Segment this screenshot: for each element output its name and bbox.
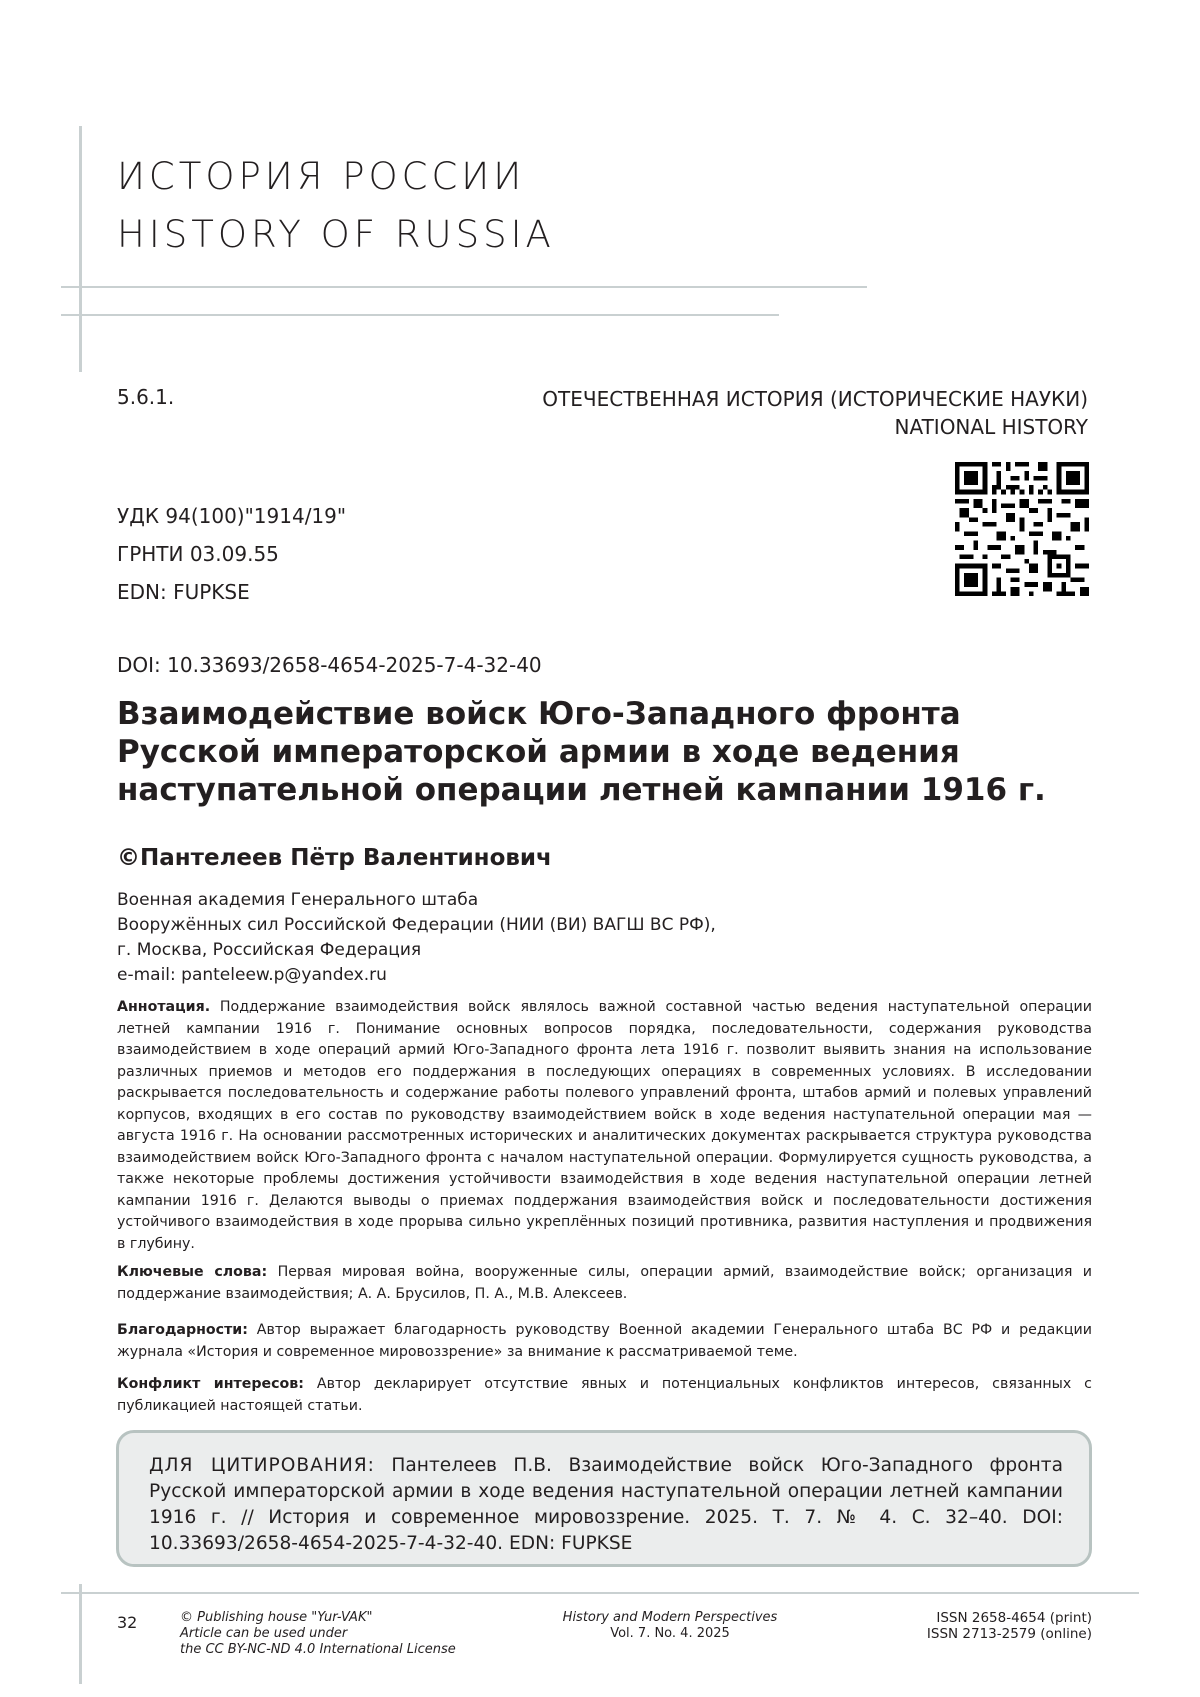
conflict-label: Конфликт интересов:	[117, 1376, 304, 1392]
abstract-text: Поддержание взаимодействия войск являлось важной составной частью ведения наступательной операции летней кампании 1916 г. Понимание основных вопросов порядка, последовательности, содержания руководства взаимодействием в ходе операций армий Юго-Западного фронта лета 1916 г. позволит выявить знания на использование различных приемов и методов его поддержания в последующих операциях в современных условиях. В исследовании раскрывается последовательность и содержание работы полевого управлений фронта, штабов армий и полевых управлений корпусов, входящих в его состав по руководству взаимодействием войск в ходе ведения наступательной операции мая — августа 1916 г. На основании рассмотренных исторических и аналитических документах раскрывается структура руководства взаимодействием войск Юго-Западного фронта с началом наступательной операции. Формулируется сущность руководства, а также некоторые проблемы достижения устойчивости взаимодействия в ходе ведения наступательной операции летней кампании 1916 г. Делаются выводы о приемах поддержания взаимодействия войск и последовательности достижения устойчивого взаимодействия в ходе прорыва сильно укреплённых позиций противника, развития наступления и продвижения в глубину.	[117, 999, 1092, 1252]
specialty-code: 5.6.1.	[117, 385, 175, 409]
abstract	[117, 997, 1092, 1255]
keywords	[117, 1262, 1092, 1305]
journal-issue: Vol. 7. No. 4. 2025	[610, 1626, 730, 1641]
publisher-info	[180, 1610, 456, 1658]
acknowledgements-text: Автор выражает благодарность руководству Военной академии Генерального штаба ВС РФ и редакции журнала «История и современное мировоззрение» за внимание к рассматриваемой теме.	[117, 1322, 1092, 1360]
journal-name: History and Modern Perspectives	[562, 1610, 778, 1625]
issn-print: ISSN 2658-4654 (print)	[936, 1610, 1092, 1626]
citation-box	[116, 1430, 1092, 1567]
grnti: ГРНТИ 03.09.55	[117, 542, 279, 566]
affiliation-line: Военная академия Генерального штаба	[117, 890, 479, 910]
article-title	[117, 695, 1046, 809]
footer-horizontal-rule	[61, 1592, 1139, 1594]
category-block	[368, 385, 1088, 441]
affiliation	[117, 888, 716, 988]
author-name: ©Пантелеев Пётр Валентинович	[117, 845, 552, 871]
affiliation-line: Вооружённых сил Российской Федерации (НИИ (ВИ) ВАГШ ВС РФ),	[117, 915, 716, 935]
publisher-line: © Publishing house "Yur-VAK"	[180, 1610, 373, 1625]
title-line: Русской императорской армии в ходе ведения	[117, 734, 960, 770]
license-line: Article can be used under	[180, 1626, 348, 1641]
issn-online: ISSN 2713-2579 (online)	[926, 1626, 1092, 1642]
page-number: 32	[117, 1613, 138, 1632]
header-horizontal-rule-bottom	[61, 314, 779, 316]
edn: EDN: FUPKSE	[117, 580, 250, 604]
citation-label: ДЛЯ ЦИТИРОВАНИЯ:	[149, 1455, 375, 1476]
affiliation-line: г. Москва, Российская Федерация	[117, 940, 422, 960]
header-vertical-rule	[79, 126, 82, 372]
journal-info	[560, 1610, 780, 1642]
section-title-ru: ИСТОРИЯ РОССИИ	[117, 155, 526, 198]
conflict-of-interest	[117, 1374, 1092, 1417]
section-title-en: HISTORY OF RUSSIA	[117, 213, 555, 256]
header-horizontal-rule-top	[61, 286, 867, 288]
issn-info	[927, 1610, 1092, 1642]
identifiers-block	[117, 497, 346, 611]
category-en: NATIONAL HISTORY	[894, 415, 1088, 439]
keywords-label: Ключевые слова:	[117, 1264, 268, 1280]
footer-vertical-rule	[79, 1584, 82, 1684]
qr-code-icon	[955, 462, 1089, 596]
udk: УДК 94(100)"1914/19"	[117, 504, 347, 528]
conflict-text: Автор декларирует отсутствие явных и потенциальных конфликтов интересов, связанных с публикацией настоящей статьи.	[117, 1376, 1092, 1414]
acknowledgements-label: Благодарности:	[117, 1322, 248, 1338]
doi: DOI: 10.33693/2658-4654-2025-7-4-32-40	[117, 653, 542, 677]
license-line: the CC BY-NC-ND 4.0 International License	[180, 1642, 456, 1657]
citation-text: Пантелеев П.В. Взаимодействие войск Юго-Западного фронта Русской императорской армии в ходе ведения наступательной операции летней кампании 1916 г. // История и современное мировоззрение. 2025. Т. 7. № 4. С. 32–40. DOI: 10.33693/2658-4654-2025-7-4-32-40. EDN: FUPKSE	[149, 1455, 1063, 1554]
author-email: e-mail: panteleew.p@yandex.ru	[117, 965, 387, 985]
keywords-text: Первая мировая война, вооруженные силы, операции армий, взаимодействие войск; организация и поддержание взаимодействия; А. А. Брусилов, П. А., М.В. Алексеев.	[117, 1264, 1093, 1302]
acknowledgements	[117, 1320, 1092, 1363]
category-ru: ОТЕЧЕСТВЕННАЯ ИСТОРИЯ (ИСТОРИЧЕСКИЕ НАУКИ)	[542, 387, 1088, 411]
title-line: наступательной операции летней кампании 1916 г.	[117, 772, 1046, 808]
abstract-label: Аннотация.	[117, 999, 211, 1015]
title-line: Взаимодействие войск Юго-Западного фронта	[117, 696, 961, 732]
